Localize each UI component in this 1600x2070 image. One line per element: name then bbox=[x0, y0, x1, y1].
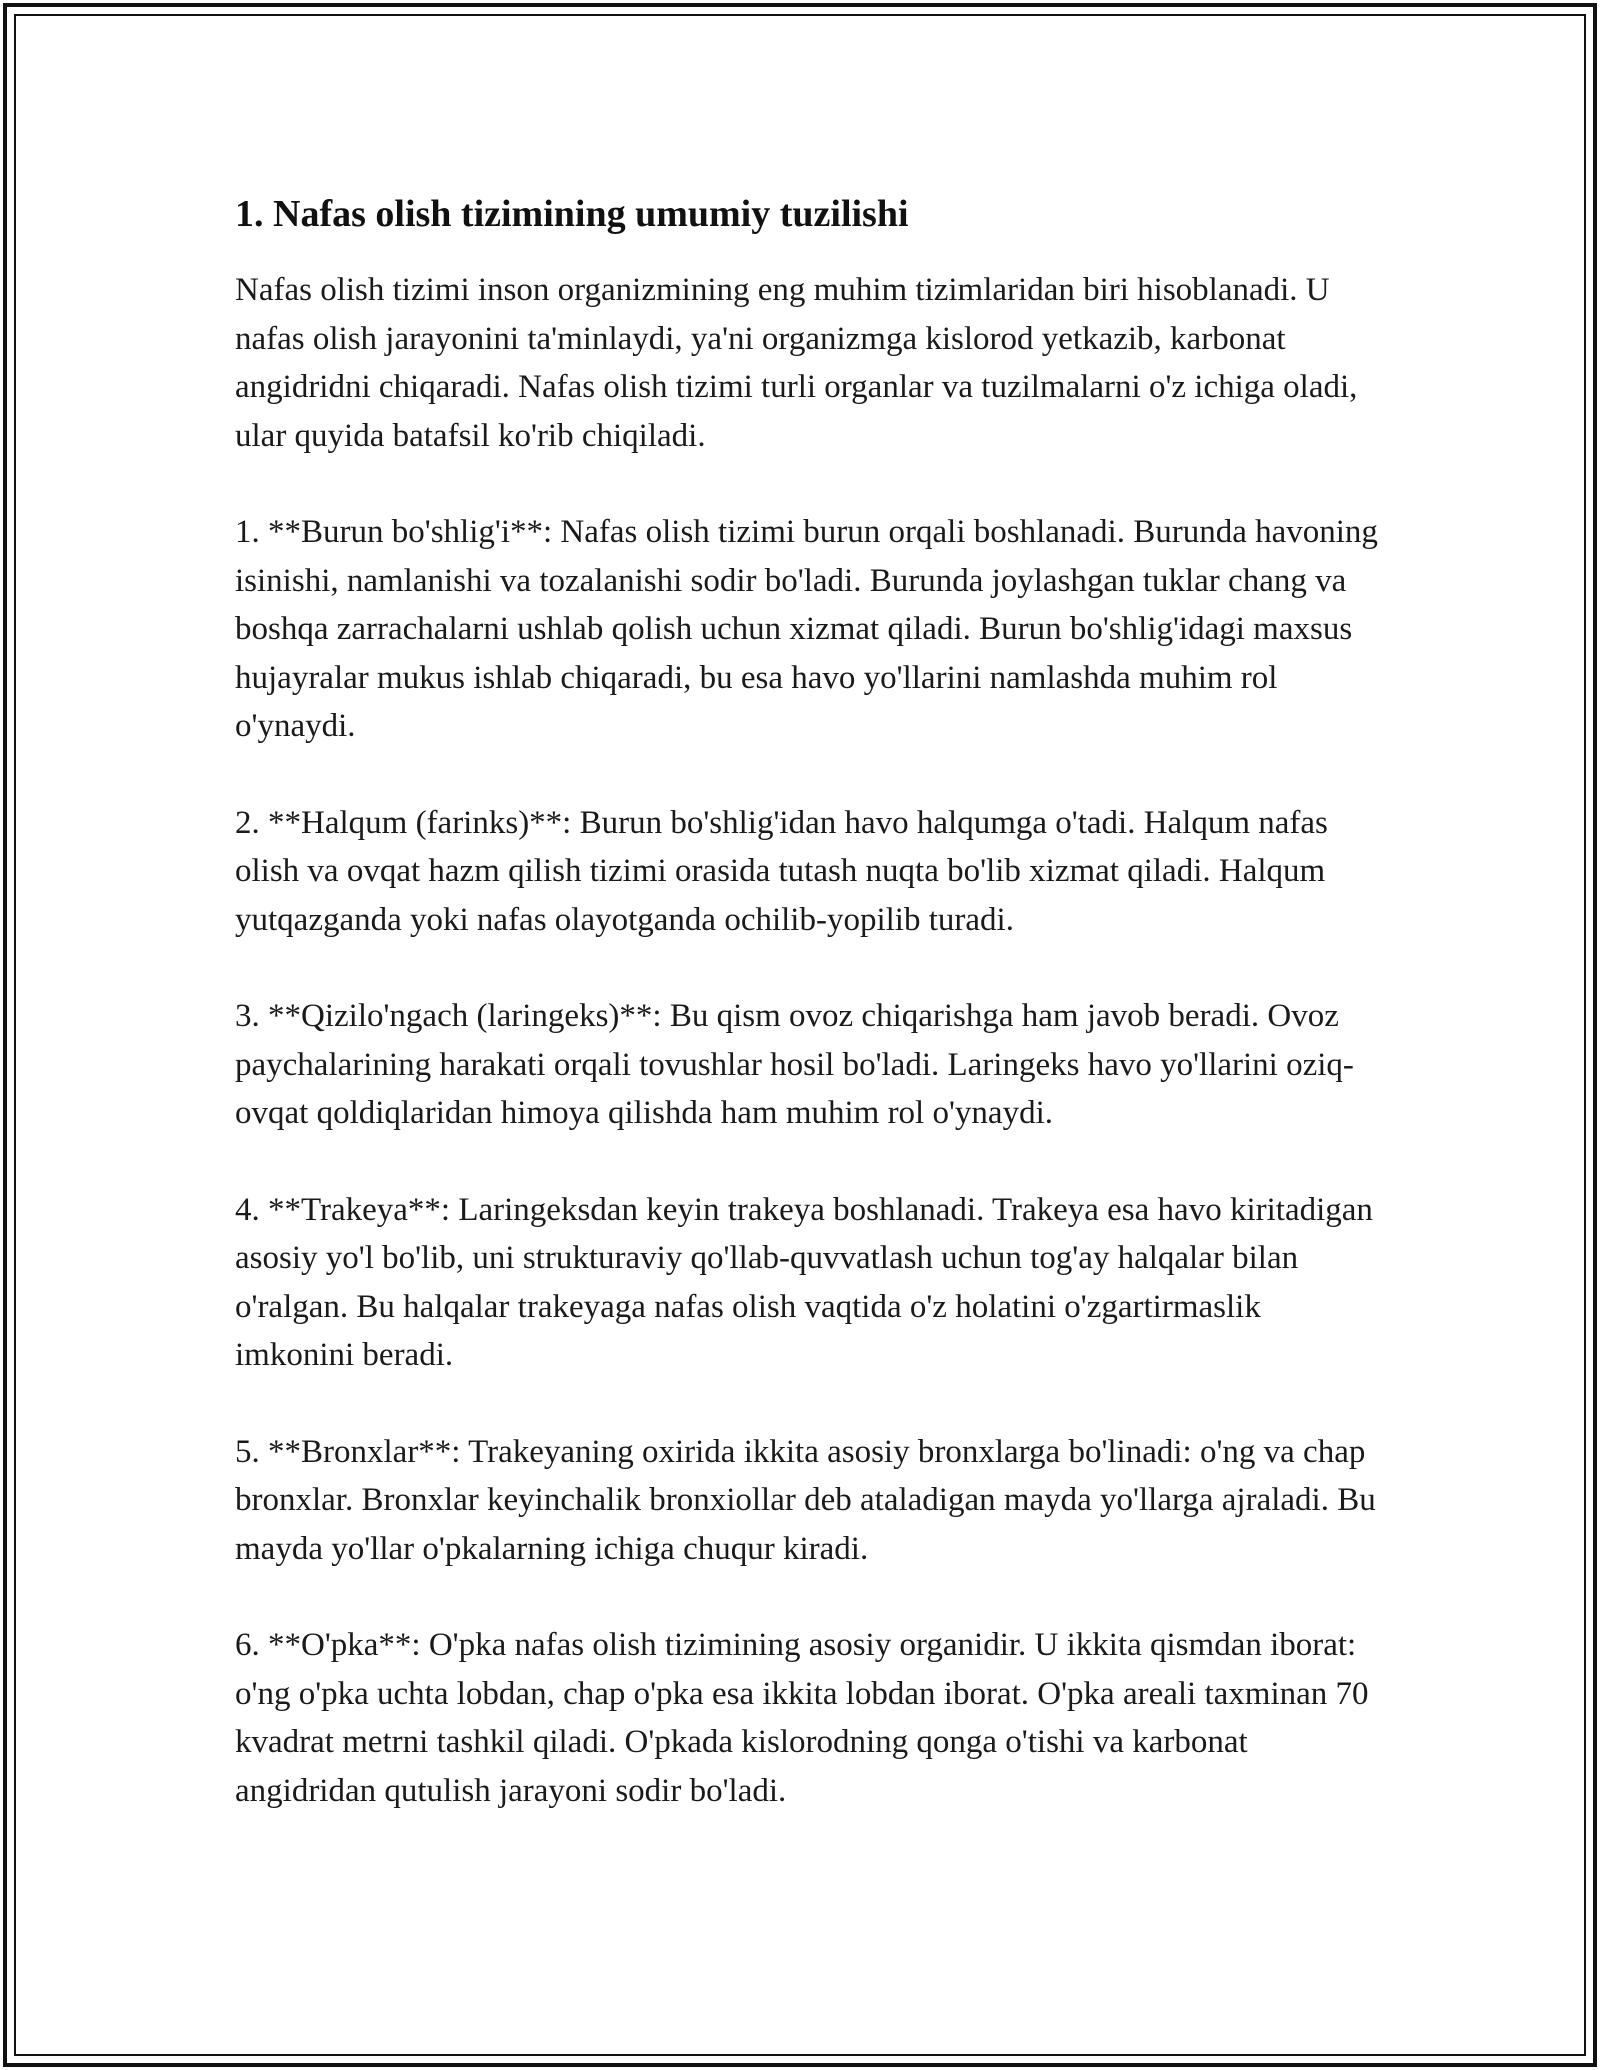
intro-paragraph: Nafas olish tizimi inson organizmining eng muhim tizimlaridan biri hisoblanadi. U nafas olish jarayonini ta'minlaydi, ya'ni organizmga kislorod yetkazib, karbonat angidridni chiqaradi. Nafas olish tizimi turli organlar va tuzilmalarni o'z ichiga oladi, ular quyida batafsil ko'rib chiqiladi. bbox=[235, 272, 1358, 454]
document-body bbox=[235, 188, 1385, 1863]
paragraph-qizilongach: 3. **Qizilo'ngach (laringeks)**: Bu qism ovoz chiqarishga ham javob beradi. Ovoz paychalarining harakati orqali tovushlar hosil bo'ladi. Laringeks havo yo'llarini oziq-ovqat qoldiqlaridan himoya qilishda ham muhim rol o'ynaydi. bbox=[235, 998, 1354, 1131]
paragraph-trakeya: 4. **Trakeya**: Laringeksdan keyin trakeya boshlanadi. Trakeya esa havo kiritadigan asosiy yo'l bo'lib, uni strukturaviy qo'llab-quvvatlash uchun tog'ay halqalar bilan o'ralgan. Bu halqalar trakeyaga nafas olish vaqtida o'z holatini o'zgartirmaslik imkonini beradi. bbox=[235, 1191, 1373, 1373]
paragraph-burun-boshligi: 1. **Burun bo'shlig'i**: Nafas olish tizimi burun orqali boshlanadi. Burunda havoning isinishi, namlanishi va tozalanishi sodir bo'ladi. Burunda joylashgan tuklar chang va boshqa zarrachalarni ushlab qolish uchun xizmat qiladi. Burun bo'shlig'idagi maxsus hujayralar mukus ishlab chiqaradi, bu esa havo yo'llarini namlashda muhim rol o'ynaydi. bbox=[235, 514, 1378, 744]
paragraph-opka: 6. **O'pka**: O'pka nafas olish tizimining asosiy organidir. U ikkita qismdan iborat: o'ng o'pka uchta lobdan, chap o'pka esa ikkita lobdan iborat. O'pka areali taxminan 70 kvadrat metrni tashkil qiladi. O'pkada kislorodning qonga o'tishi va karbonat angidridan qutulish jarayoni sodir bo'ladi. bbox=[235, 1627, 1369, 1809]
paragraph-halqum: 2. **Halqum (farinks)**: Burun bo'shlig'idan havo halqumga o'tadi. Halqum nafas olish va ovqat hazm qilish tizimi orasida tutash nuqta bo'lib xizmat qiladi. Halqum yutqazganda yoki nafas olayotganda ochilib-yopilib turadi. bbox=[235, 804, 1328, 938]
paragraph-bronxlar: 5. **Bronxlar**: Trakeyaning oxirida ikkita asosiy bronxlarga bo'linadi: o'ng va chap bronxlar. Bronxlar keyinchalik bronxiollar deb ataladigan mayda yo'llarga ajraladi. Bu mayda yo'llar o'pkalarning ichiga chuqur kiradi. bbox=[235, 1433, 1376, 1567]
section-heading: 1. Nafas olish tizimining umumiy tuzilishi bbox=[235, 193, 909, 235]
